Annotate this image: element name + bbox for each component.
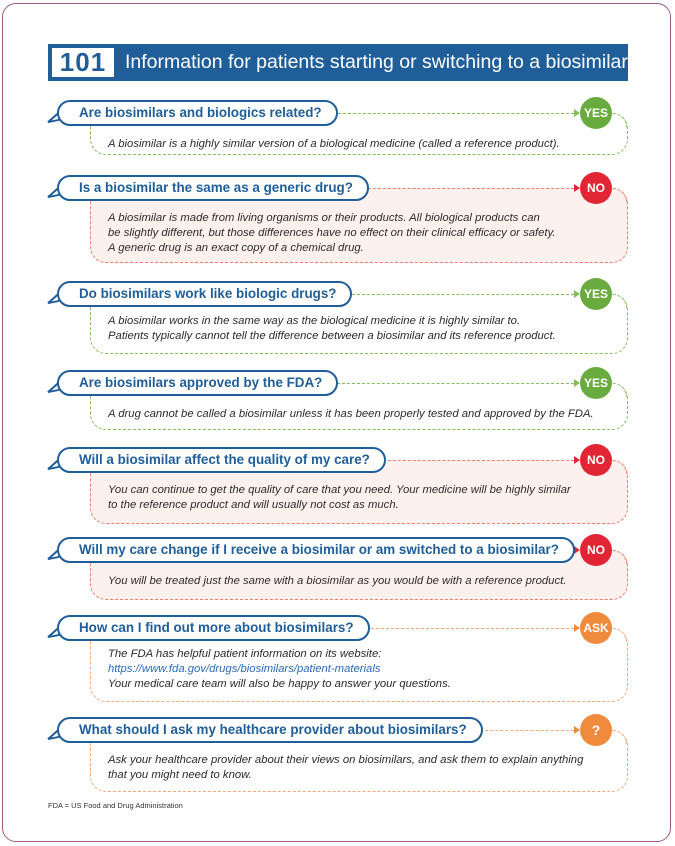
connector-line — [337, 383, 574, 384]
connector-line — [475, 730, 574, 731]
connector-line — [363, 188, 574, 189]
answer-text: The FDA has helpful patient information on its website: https://www.fda.gov/drugs/biosimilars/patient-materials Your medical care team will also be happy to answer your questions. — [108, 648, 451, 690]
answer-text: You will be treated just the same with a biosimilar as you would be with a reference product. — [108, 575, 567, 587]
faq-section-5 — [0, 446, 675, 526]
faq-section-1 — [0, 99, 675, 165]
question-heading: How can I find out more about biosimilars? — [57, 615, 370, 641]
faq-section-4 — [0, 369, 675, 433]
yes-badge: YES — [580, 97, 612, 129]
answer-text: A drug cannot be called a biosimilar unless it has been properly tested and approved by the FDA. — [108, 408, 594, 420]
answer-text: A biosimilar is made from living organisms or their products. All biological products can be slightly different, but those differences have no effect on their clinical efficacy or safety. A generic drug is an exact copy of a chemical drug. — [108, 212, 556, 254]
question-heading: Are biosimilars and biologics related? — [57, 100, 338, 126]
yes-badge: YES — [580, 367, 612, 399]
question-heading: Will a biosimilar affect the quality of my care? — [57, 447, 386, 473]
page-title: Information for patients starting or switching to a biosimilar — [125, 51, 628, 73]
no-badge: NO — [580, 172, 612, 204]
answer-text: You can continue to get the quality of care that you need. Your medicine will be highly similar to the reference product and will usually not cost as much. — [108, 484, 571, 511]
faq-section-3 — [0, 280, 675, 356]
question-heading: Do biosimilars work like biologic drugs? — [57, 281, 352, 307]
header-banner — [48, 44, 628, 81]
no-badge: NO — [580, 534, 612, 566]
connector-line — [366, 628, 574, 629]
footnote: FDA = US Food and Drug Administration — [48, 801, 183, 810]
yes-badge: YES — [580, 278, 612, 310]
faq-section-2 — [0, 174, 675, 268]
fda-website-link[interactable]: https://www.fda.gov/drugs/biosimilars/patient-materials — [108, 663, 381, 675]
question-heading: Are biosimilars approved by the FDA? — [57, 370, 338, 396]
question-heading: Is a biosimilar the same as a generic drug? — [57, 175, 369, 201]
no-badge: NO — [580, 444, 612, 476]
question-heading: What should I ask my healthcare provider about biosimilars? — [57, 717, 483, 743]
answer-text: A biosimilar works in the same way as the biological medicine it is highly similar to. Patients typically cannot tell the difference between a biosimilar and its reference product. — [108, 315, 556, 342]
ask-badge: ASK — [580, 612, 612, 644]
answer-text: A biosimilar is a highly similar version of a biological medicine (called a reference product). — [108, 138, 560, 150]
faq-section-6 — [0, 536, 675, 602]
faq-section-8 — [0, 716, 675, 794]
faq-section-7 — [0, 614, 675, 704]
connector-line — [342, 294, 574, 295]
question-mark-badge: ? — [580, 714, 612, 746]
question-heading: Will my care change if I receive a biosimilar or am switched to a biosimilar? — [57, 537, 575, 563]
connector-line — [338, 113, 574, 114]
connector-line — [383, 460, 574, 461]
header-number: 101 — [52, 48, 114, 77]
answer-text: Ask your healthcare provider about their views on biosimilars, and ask them to explain anything that you might need to know. — [108, 754, 584, 781]
